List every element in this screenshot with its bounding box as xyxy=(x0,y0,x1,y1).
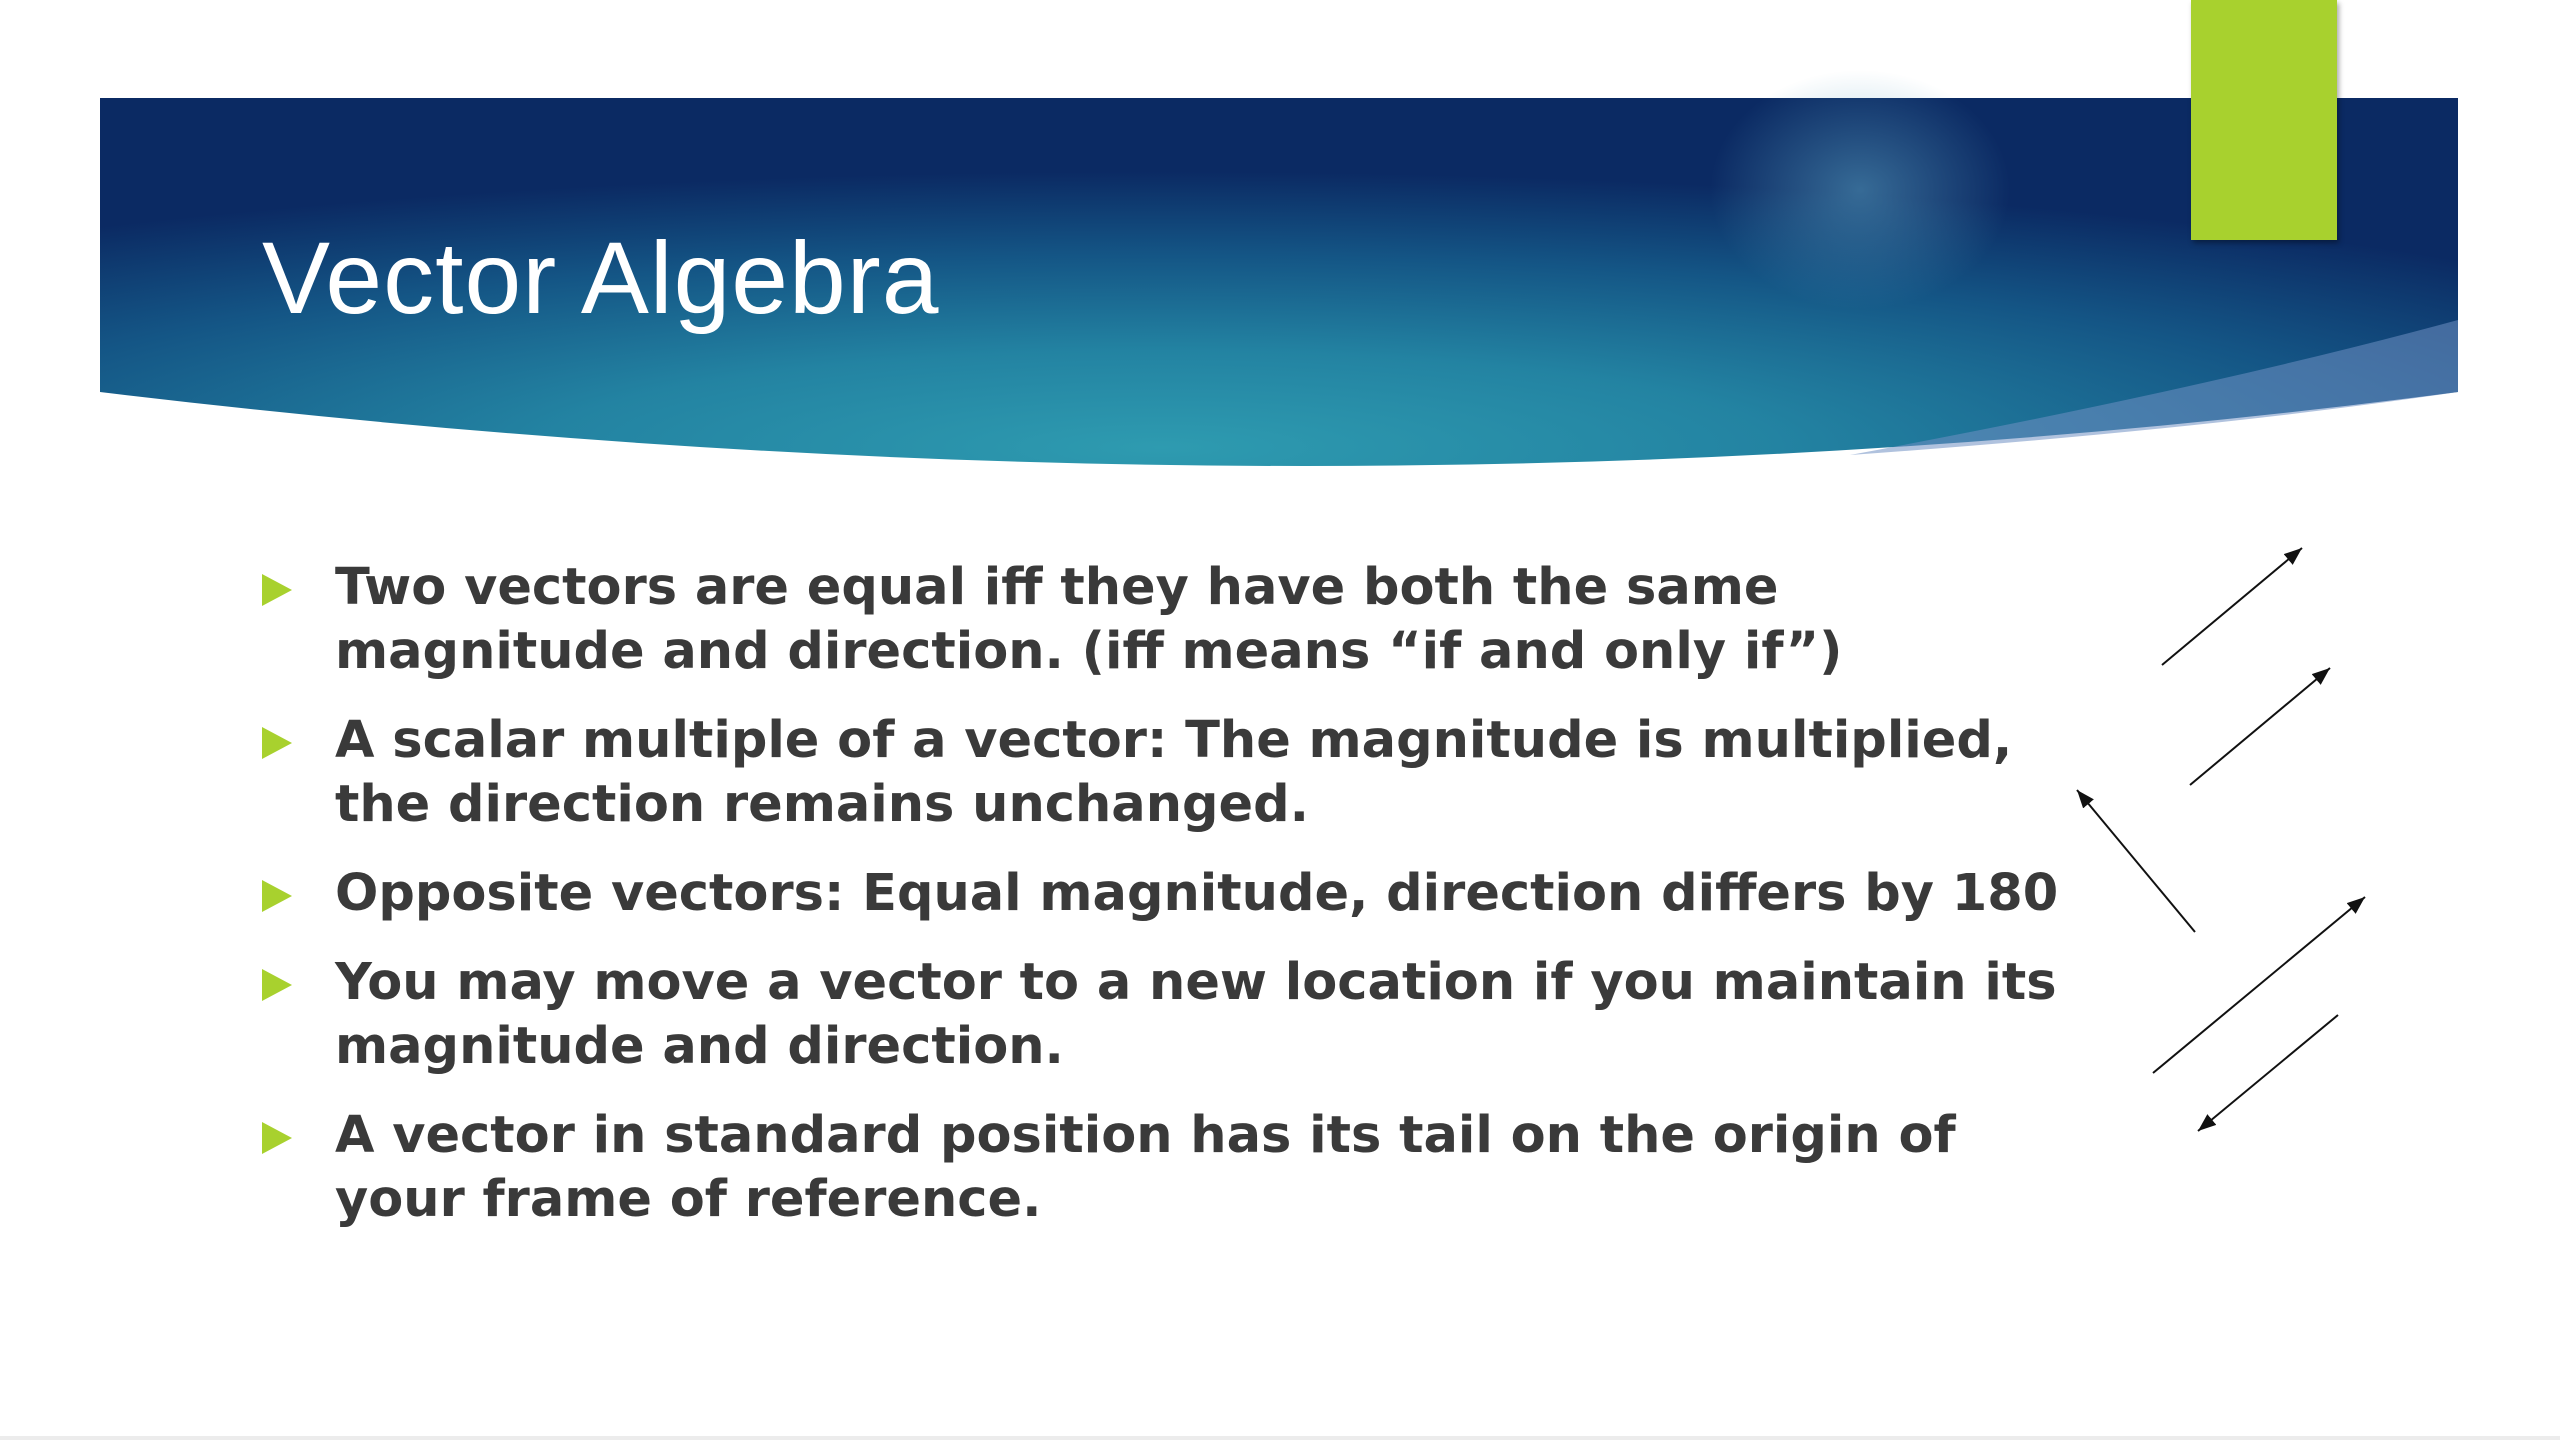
bullet-text: Opposite vectors: Equal magnitude, direction differs by 180 xyxy=(335,864,2059,923)
bullet-arrow-icon xyxy=(262,969,292,1001)
vector-arrow-5 xyxy=(2198,1015,2338,1131)
slide-title: Vector Algebra xyxy=(262,221,940,335)
bullet-arrow-icon xyxy=(262,574,292,606)
bullet-text: A vector in standard position has its tail on the origin of your frame of reference. xyxy=(335,1106,1956,1229)
bottom-border xyxy=(0,1436,2560,1440)
vector-arrow-2 xyxy=(2190,668,2330,785)
bullet-item xyxy=(262,951,2062,1079)
bullet-arrow-icon xyxy=(262,880,292,912)
bullet-item xyxy=(262,862,2062,926)
vector-arrow-4 xyxy=(2153,897,2365,1073)
bullet-item xyxy=(262,1104,2062,1232)
vector-arrow-1 xyxy=(2162,548,2302,665)
bullet-item xyxy=(262,709,2062,837)
bullet-text: Two vectors are equal iff they have both the same magnitude and direction. (iff means “if and only if”) xyxy=(335,558,1843,681)
accent-tab xyxy=(2191,0,2337,240)
bullet-arrow-icon xyxy=(262,1122,292,1154)
bullet-text: A scalar multiple of a vector: The magnitude is multiplied, the direction remains unchanged. xyxy=(335,711,2013,834)
vector-arrow-3 xyxy=(2077,790,2195,932)
bullet-arrow-icon xyxy=(262,727,292,759)
bullet-list xyxy=(262,556,2062,1257)
bullet-text: You may move a vector to a new location if you maintain its magnitude and direction. xyxy=(335,953,2057,1076)
vector-diagram xyxy=(2060,520,2480,1160)
bullet-item xyxy=(262,556,2062,684)
